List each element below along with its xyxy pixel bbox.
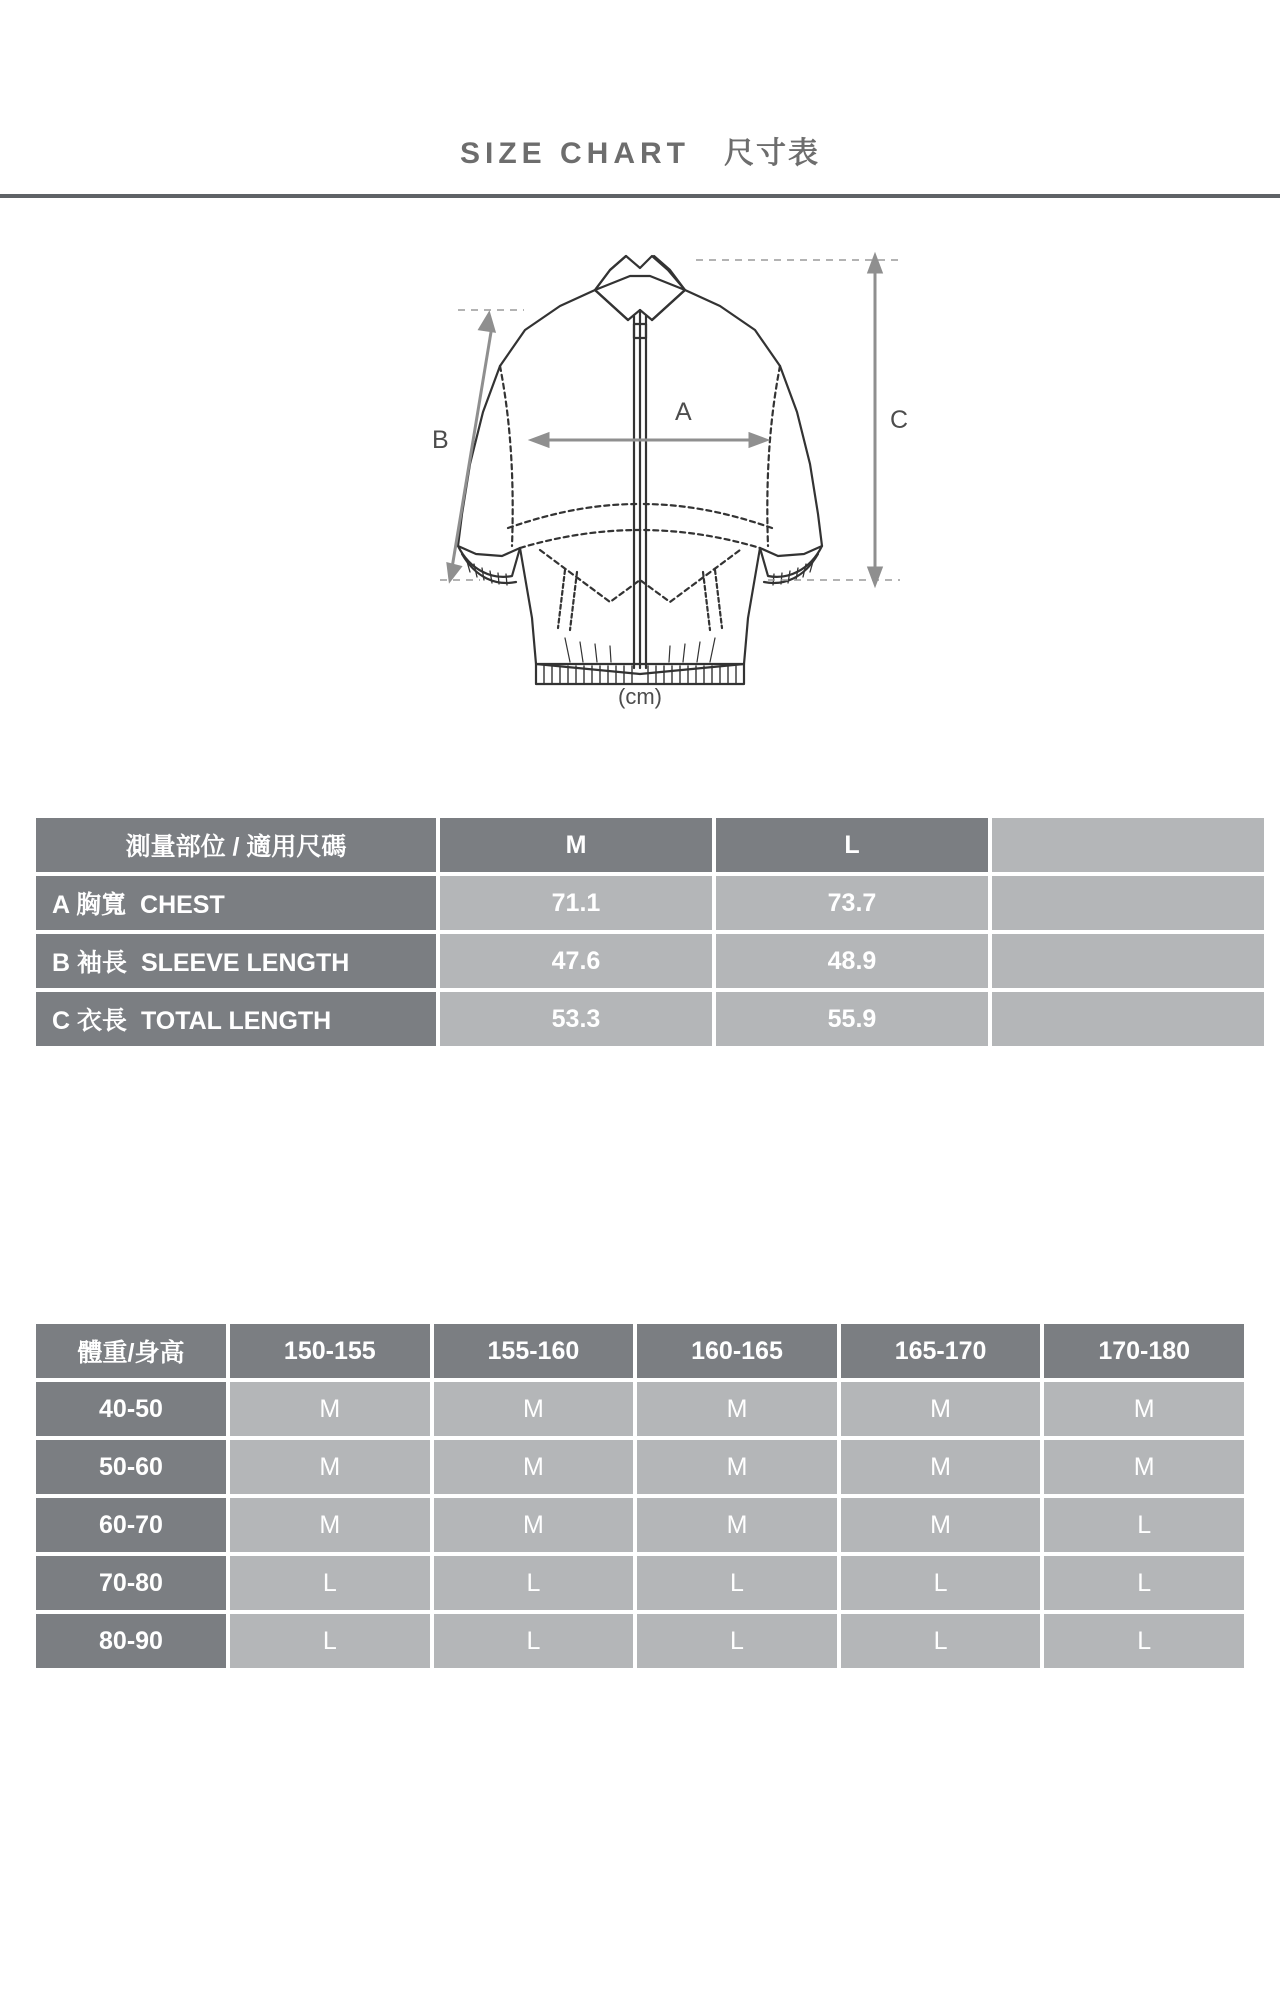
table-row — [36, 1440, 1244, 1494]
fit-table-wrap — [32, 1320, 1248, 1672]
unit-label: (cm) — [618, 684, 662, 709]
cell-sleeve-m: 47.6 — [440, 934, 712, 988]
page-header — [0, 0, 1280, 172]
cell-chest-m: 71.1 — [440, 876, 712, 930]
row-head-sleeve — [36, 934, 436, 988]
label-c: C — [890, 406, 909, 434]
fit-cell: L — [637, 1556, 837, 1610]
fit-row-60-70: 60-70 — [36, 1498, 226, 1552]
size-column-l: L — [716, 818, 988, 872]
fit-row-40-50: 40-50 — [36, 1382, 226, 1436]
page-title-en: SIZE CHART — [460, 137, 690, 170]
page-title — [460, 128, 820, 172]
row-key-b: B — [52, 949, 71, 977]
cell-sleeve-l: 48.9 — [716, 934, 988, 988]
fit-cell: M — [230, 1382, 430, 1436]
fit-row-80-90: 80-90 — [36, 1614, 226, 1668]
fit-column-170-180: 170-180 — [1044, 1324, 1244, 1378]
table-header-row — [36, 818, 1264, 872]
cell-total-blank — [992, 992, 1264, 1046]
fit-cell: L — [841, 1614, 1041, 1668]
page-title-zh: 尺寸表 — [724, 137, 820, 170]
fit-cell: M — [841, 1498, 1041, 1552]
fit-recommendation-table — [32, 1320, 1248, 1672]
fit-cell: M — [841, 1440, 1041, 1494]
fit-cell: M — [637, 1498, 837, 1552]
table-row — [36, 1614, 1244, 1668]
fit-cell: M — [230, 1498, 430, 1552]
row-zh-total-length: 衣長 — [77, 1007, 128, 1035]
fit-cell: L — [1044, 1614, 1244, 1668]
table-header-row — [36, 1324, 1244, 1378]
cell-total-m: 53.3 — [440, 992, 712, 1046]
row-en-sleeve: SLEEVE LENGTH — [140, 949, 350, 977]
fit-cell: M — [434, 1440, 634, 1494]
fit-cell: L — [230, 1614, 430, 1668]
fit-cell: L — [1044, 1556, 1244, 1610]
fit-cell: L — [841, 1556, 1041, 1610]
fit-column-165-170: 165-170 — [841, 1324, 1041, 1378]
size-column-m: M — [440, 818, 712, 872]
row-key-a: A — [52, 891, 70, 919]
fit-cell: M — [637, 1382, 837, 1436]
label-b: B — [432, 426, 449, 454]
table-row — [36, 934, 1264, 988]
label-a: A — [675, 398, 692, 426]
row-head-chest — [36, 876, 436, 930]
fit-cell: M — [434, 1382, 634, 1436]
jacket-illustration — [0, 198, 1280, 758]
cell-total-l: 55.9 — [716, 992, 988, 1046]
cell-chest-l: 73.7 — [716, 876, 988, 930]
table-row — [36, 876, 1264, 930]
size-table-wrap — [32, 814, 1248, 1050]
table-row — [36, 992, 1264, 1046]
table-row — [36, 1556, 1244, 1610]
size-column-blank — [992, 818, 1264, 872]
fit-column-150-155: 150-155 — [230, 1324, 430, 1378]
fit-cell: M — [637, 1440, 837, 1494]
row-zh-sleeve: 袖長 — [77, 949, 128, 977]
row-zh-chest: 胸寬 — [76, 891, 127, 919]
table-row — [36, 1382, 1244, 1436]
row-en-total-length: TOTAL LENGTH — [140, 1007, 332, 1035]
size-table-corner: 測量部位 / 適用尺碼 — [36, 818, 436, 872]
row-head-total-length — [36, 992, 436, 1046]
cell-chest-blank — [992, 876, 1264, 930]
fit-column-160-165: 160-165 — [637, 1324, 837, 1378]
fit-cell: L — [1044, 1498, 1244, 1552]
fit-table-corner: 體重/身高 — [36, 1324, 226, 1378]
fit-cell: L — [230, 1556, 430, 1610]
fit-cell: L — [434, 1614, 634, 1668]
fit-row-50-60: 50-60 — [36, 1440, 226, 1494]
fit-cell: M — [841, 1382, 1041, 1436]
row-key-c: C — [52, 1007, 71, 1035]
row-en-chest: CHEST — [140, 891, 225, 919]
fit-cell: M — [1044, 1382, 1244, 1436]
cell-sleeve-blank — [992, 934, 1264, 988]
fit-column-155-160: 155-160 — [434, 1324, 634, 1378]
size-measurement-table — [32, 814, 1268, 1050]
table-row — [36, 1498, 1244, 1552]
fit-cell: L — [637, 1614, 837, 1668]
fit-cell: M — [1044, 1440, 1244, 1494]
fit-row-70-80: 70-80 — [36, 1556, 226, 1610]
fit-cell: L — [434, 1556, 634, 1610]
fit-cell: M — [230, 1440, 430, 1494]
fit-cell: M — [434, 1498, 634, 1552]
